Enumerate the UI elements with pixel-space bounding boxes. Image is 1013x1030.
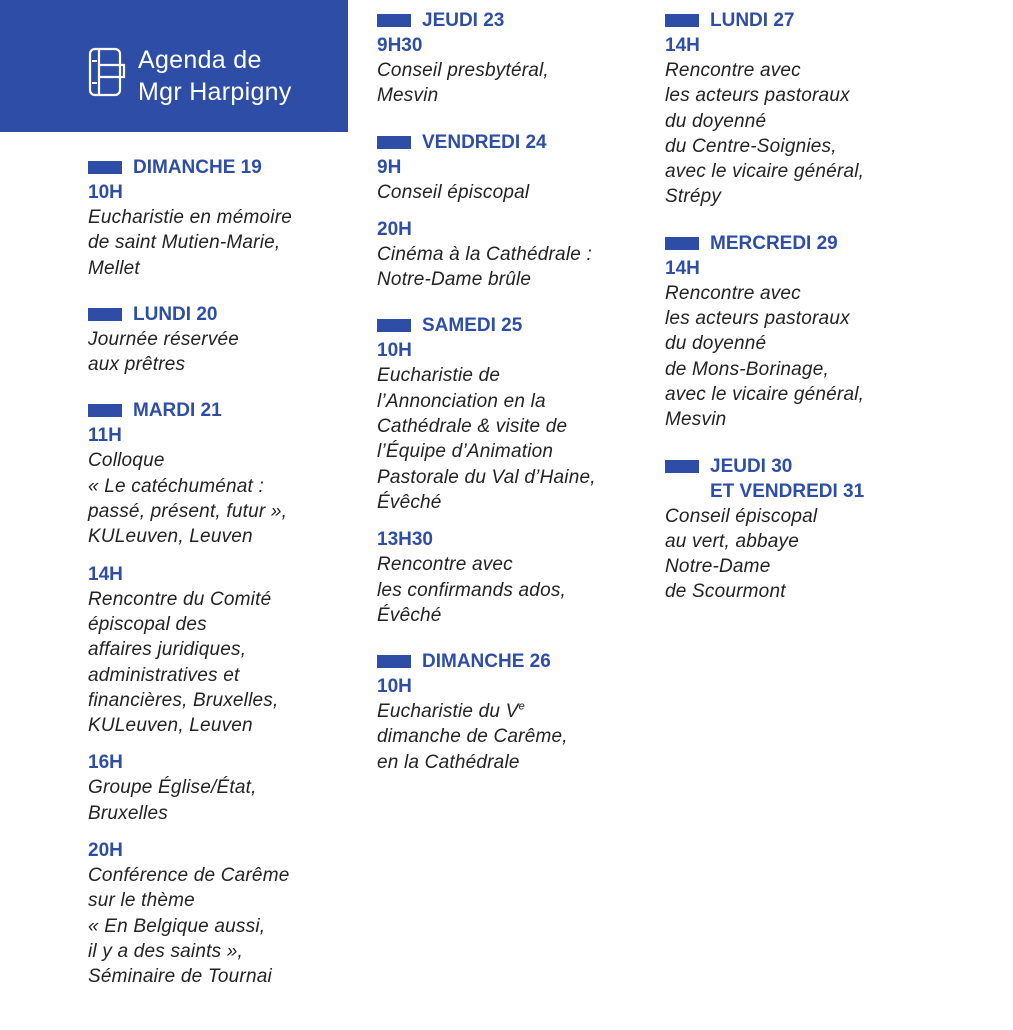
event-description: Conseil épiscopal au vert, abbaye Notre-Dame de Scourmont: [665, 505, 818, 603]
event-time: 14H: [88, 563, 123, 585]
event-description: Groupe Église/État, Bruxelles: [88, 777, 257, 824]
event-time: 14H: [665, 35, 700, 56]
day-heading: [665, 8, 985, 33]
day-marker-bar: [377, 136, 411, 149]
agenda-day: [88, 302, 358, 378]
calendar-book-icon: [86, 47, 126, 99]
day-label: LUNDI 20: [133, 303, 218, 325]
agenda-event: [377, 33, 657, 109]
event-description-part: dimanche de Carême, en la Cathédrale: [377, 726, 568, 773]
agenda-day: [377, 313, 657, 628]
event-time: 10H: [377, 340, 412, 362]
agenda-event: [377, 674, 657, 775]
day-label: DIMANCHE 19: [133, 157, 262, 178]
agenda-day: [377, 130, 657, 293]
agenda-event: [665, 504, 985, 605]
event-description: Journée réservée aux prêtres: [88, 328, 240, 376]
day-marker-bar: [377, 319, 411, 332]
agenda-event: [665, 33, 985, 210]
event-description: Conférence de Carême sur le thème « En Belgique aussi, il y a des saints », Séminaire de Tournai: [88, 865, 290, 988]
day-marker-bar: [88, 161, 122, 174]
agenda-event: [377, 155, 657, 205]
agenda-day: [665, 231, 985, 433]
agenda-day: [377, 649, 657, 775]
day-heading: [377, 649, 657, 674]
event-description: Conseil presbytéral, Mesvin: [377, 60, 549, 107]
event-description: Rencontre avec les confirmands ados, Évêché: [377, 554, 567, 626]
event-time: 16H: [88, 752, 123, 774]
event-description: Rencontre avec les acteurs pastoraux du doyenné du Centre-Soignies, avec le vicaire général, Strépy: [665, 60, 865, 208]
event-time: 10H: [88, 182, 123, 203]
agenda-day: [88, 398, 358, 989]
day-heading: [88, 302, 358, 327]
agenda-column-2: [377, 8, 657, 796]
agenda-column-3: [665, 8, 985, 626]
agenda-event: [88, 327, 358, 378]
day-label: VENDREDI 24: [422, 131, 547, 153]
agenda-event: [88, 562, 358, 739]
agenda-event: [665, 256, 985, 433]
agenda-event: [88, 838, 358, 989]
event-description: Eucharistie en mémoire de saint Mutien-Marie, Mellet: [88, 207, 292, 279]
day-heading: [377, 130, 657, 155]
day-marker-bar: [88, 308, 122, 321]
event-time: 10H: [377, 676, 412, 698]
event-description-sup: e: [518, 700, 525, 713]
event-description: Rencontre avec les acteurs pastoraux du doyenné de Mons-Borinage, avec le vicaire général, Mesvin: [665, 282, 865, 431]
agenda-event: [88, 423, 358, 549]
day-label: LUNDI 27: [710, 10, 795, 31]
agenda-title: Agenda de Mgr Harpigny: [138, 46, 292, 106]
event-time: 14H: [665, 257, 700, 279]
event-description: Rencontre du Comité épiscopal des affaires juridiques, administratives et financières, Bruxelles, KULeuven, Leuven: [88, 588, 279, 737]
agenda-header: [0, 0, 348, 132]
agenda-event: [377, 527, 657, 628]
day-heading: [88, 155, 358, 180]
day-marker-bar: [665, 14, 699, 27]
agenda-day: [377, 8, 657, 109]
day-heading: [377, 8, 657, 33]
agenda-event: [88, 750, 358, 826]
event-description: Cinéma à la Cathédrale : Notre-Dame brûle: [377, 243, 592, 291]
day-heading: [665, 454, 985, 504]
event-time: 13H30: [377, 529, 433, 551]
day-label: DIMANCHE 26: [422, 651, 551, 673]
day-marker-bar: [377, 655, 411, 668]
day-label: MARDI 21: [133, 400, 222, 422]
event-description: [377, 699, 657, 775]
event-time: 9H30: [377, 35, 423, 56]
event-time: 9H: [377, 156, 402, 178]
event-time: 20H: [377, 218, 412, 240]
agenda-event: [377, 217, 657, 293]
day-marker-bar: [665, 460, 699, 473]
event-description-part: Eucharistie du V: [377, 701, 519, 723]
day-heading: [665, 231, 985, 256]
event-description: Conseil épiscopal: [377, 181, 530, 203]
day-label: SAMEDI 25: [422, 315, 523, 337]
day-label: JEUDI 30 ET VENDREDI 31: [710, 455, 865, 502]
event-description: Eucharistie de l’Annonciation en la Cathédrale & visite de l’Équipe d’Animation Pastorale du Val d’Haine, Évêché: [377, 365, 596, 513]
day-marker-bar: [88, 404, 122, 417]
agenda-column-1: [88, 155, 358, 1011]
day-label: JEUDI 23: [422, 10, 505, 31]
day-marker-bar: [665, 237, 699, 250]
day-heading: [377, 313, 657, 338]
event-description: Colloque « Le catéchuménat : passé, présent, futur », KULeuven, Leuven: [88, 450, 288, 548]
agenda-event: [88, 180, 358, 281]
event-time: 20H: [88, 840, 123, 862]
agenda-day: [665, 8, 985, 210]
day-marker-bar: [377, 14, 411, 27]
event-time: 11H: [88, 425, 122, 447]
agenda-event: [377, 338, 657, 515]
agenda-day: [665, 454, 985, 605]
day-label: MERCREDI 29: [710, 232, 838, 254]
day-heading: [88, 398, 358, 423]
agenda-day: [88, 155, 358, 281]
